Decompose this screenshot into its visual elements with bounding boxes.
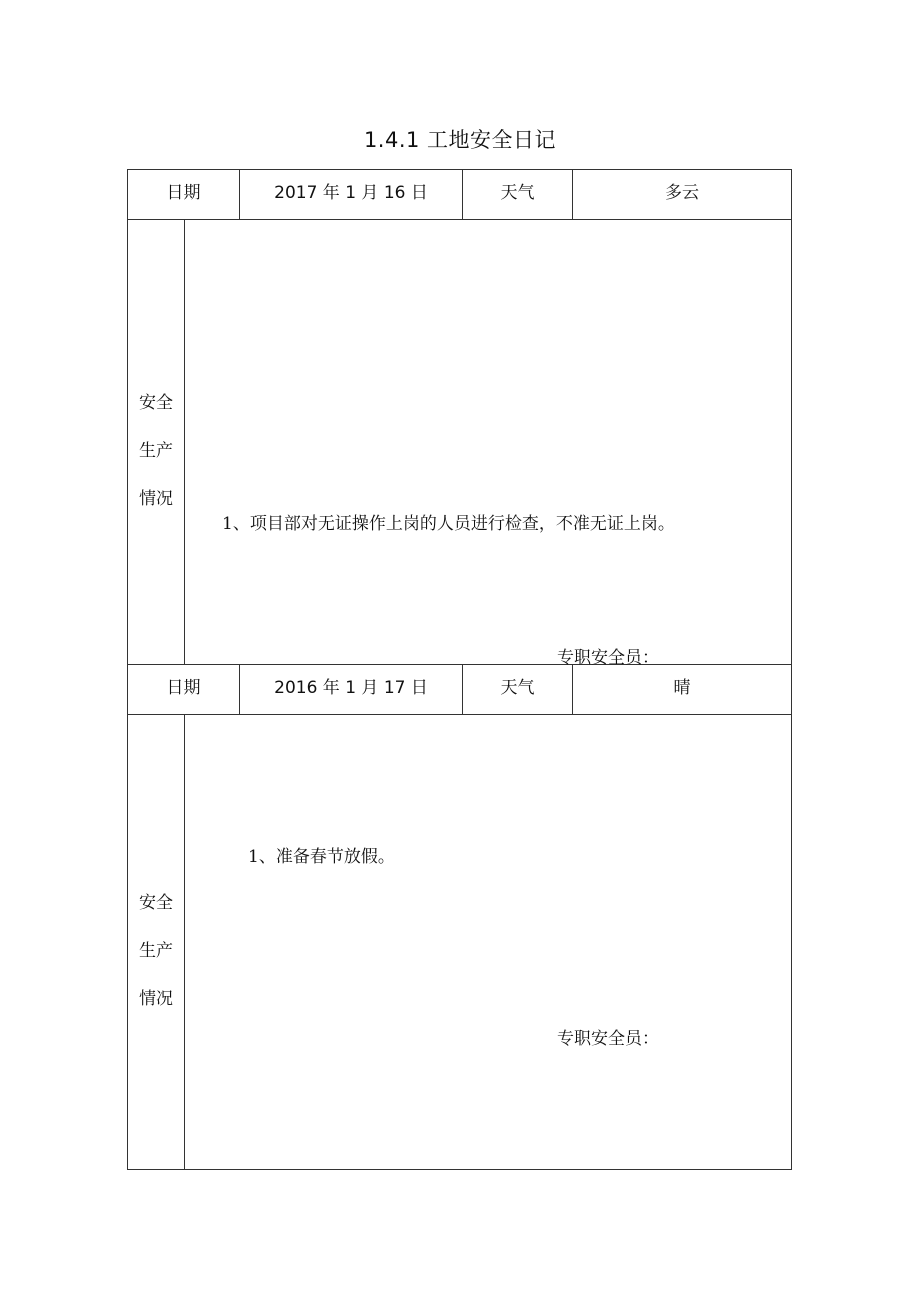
signer-label: 专职安全员： [557,1029,659,1049]
section-label [128,879,184,1023]
section-label-line: 生产 [139,441,173,461]
section-label-line: 情况 [139,489,173,509]
section-label [128,379,184,523]
weather-label: 天气 [500,183,535,203]
section-label-line: 情况 [139,989,173,1009]
date-label: 日期 [166,678,201,698]
date-value: 2017 年 1 月 16 日 [274,183,428,203]
section-label-line: 安全 [139,893,173,913]
date-value: 2016 年 1 月 17 日 [274,678,428,698]
weather-value: 晴 [673,678,691,698]
signer-label: 专职安全员： [557,648,659,668]
weather-label: 天气 [500,678,535,698]
weather-value: 多云 [665,183,699,203]
content-text: 1、准备春节放假。 [248,847,395,867]
page-title: 1.4.1 工地安全日记 [363,128,557,152]
date-label: 日期 [166,183,201,203]
section-label-line: 安全 [139,393,173,413]
content-text: 1、项目部对无证操作上岗的人员进行检查，不准无证上岗。 [222,514,675,534]
section-label-line: 生产 [139,941,173,961]
